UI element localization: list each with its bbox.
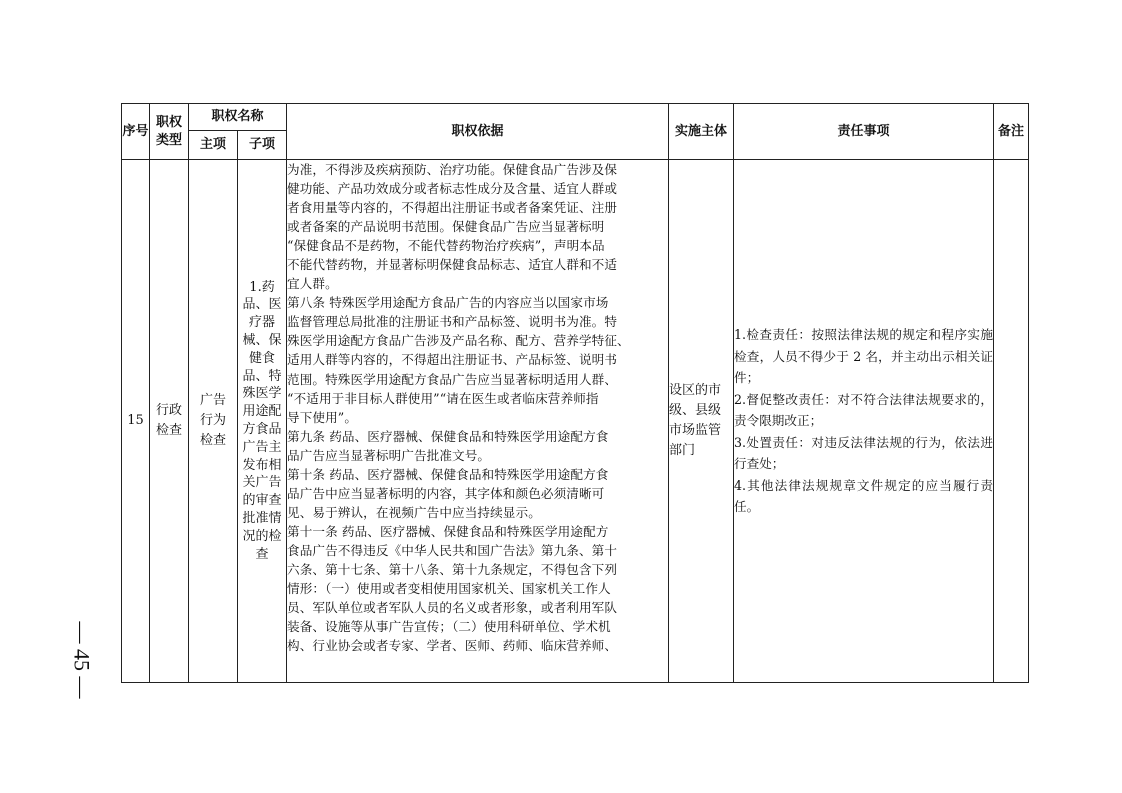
basis-line: 见、易于辨认，在视频广告中应当持续显示。: [287, 504, 541, 520]
basis-line: 殊医学用途配方食品广告涉及产品名称、配方、营养学特征、: [287, 333, 630, 349]
header-responsibility: 责任事项: [734, 104, 994, 160]
basis-line: 适用人群等内容的，不得超出注册证书、产品标签、说明书: [287, 352, 618, 368]
basis-line: 导下使用”。: [287, 409, 358, 425]
row-seq: 15: [122, 160, 150, 683]
row-responsibility: [734, 160, 994, 683]
row-main-item: 广告行为检查: [189, 160, 238, 683]
table-row: [122, 160, 1029, 683]
responsibility-item: 2.督促整改责任：对不符合法律法规要求的，责令限期改正；: [734, 391, 994, 429]
basis-line: 品广告中应当显著标明的内容，其字体和颜色必须清晰可: [287, 485, 605, 501]
header-type: 职权类型: [150, 104, 189, 160]
basis-line: 或者备案的产品说明书范围。保健食品广告应当显著标明: [287, 219, 605, 235]
row-subject: 设区的市级、县级市场监管部门: [669, 160, 734, 683]
header-subject: 实施主体: [669, 104, 734, 160]
page-number-text: — 45 —: [69, 621, 94, 699]
row-sub-item: 1.药品、医疗器械、保健食品、特殊医学用途配方食品广告主发布相关广告的审查批准情况的检查: [238, 160, 287, 683]
basis-line: 不能代替药物，并显著标明保健食品标志、适宜人群和不适: [287, 257, 618, 273]
responsibility-item: 3.处置责任：对违反法律法规的行为，依法进行查处；: [734, 434, 994, 472]
basis-line: 情形：（一）使用或者变相使用国家机关、国家机关工作人: [287, 581, 611, 597]
header-sub-item: 子项: [238, 131, 287, 160]
basis-line: 食品广告不得违反《中华人民共和国广告法》第九条、第十: [287, 542, 618, 558]
authority-table: [121, 103, 1029, 683]
header-basis: 职权依据: [287, 104, 669, 160]
responsibility-item: 1.检查责任：按照法律法规的规定和程序实施检查，人员不得少于 2 名，并主动出示相关证件；: [734, 327, 994, 386]
header-seq: 序号: [122, 104, 150, 160]
basis-line: 装备、设施等从事广告宣传；（二）使用科研单位、学术机: [287, 619, 611, 635]
row-remark: [994, 160, 1029, 683]
row-basis: [287, 160, 669, 683]
basis-line: “不适用于非目标人群使用”“请在医生或者临床营养师指: [287, 390, 599, 406]
row-type: 行政检查: [150, 160, 189, 683]
page-number: [66, 621, 96, 699]
basis-line: “保健食品不是药物，不能代替药物治疗疾病”，声明本品: [287, 238, 605, 254]
basis-line: 第十条 药品、医疗器械、保健食品和特殊医学用途配方食: [287, 466, 609, 482]
basis-line: 品广告应当显著标明广告批准文号。: [287, 447, 491, 463]
basis-line: 健功能、产品功效成分或者标志性成分及含量、适宜人群或: [287, 181, 618, 197]
header-remark: 备注: [994, 104, 1029, 160]
basis-line: 范围。特殊医学用途配方食品广告应当显著标明适用人群、: [287, 371, 618, 387]
basis-line: 宜人群。: [287, 276, 338, 292]
basis-line: 第九条 药品、医疗器械、保健食品和特殊医学用途配方食: [287, 428, 609, 444]
header-row-1: [122, 104, 1029, 131]
basis-line: 者食用量等内容的，不得超出注册证书或者备案凭证、注册: [287, 200, 618, 216]
basis-line: 监督管理总局批准的注册证书和产品标签、说明书为准。特: [287, 314, 618, 330]
header-name: 职权名称: [189, 104, 287, 131]
basis-line: 为准，不得涉及疾病预防、治疗功能。保健食品广告涉及保: [287, 162, 618, 177]
basis-line: 员、军队单位或者军队人员的名义或者形象，或者利用军队: [287, 600, 618, 616]
basis-line: 六条、第十七条、第十八条、第十九条规定，不得包含下列: [287, 561, 618, 577]
basis-line: 构、行业协会或者专家、学者、医师、药师、临床营养师、: [287, 638, 618, 654]
responsibility-item: 4.其他法律法规规章文件规定的应当履行责任。: [734, 477, 994, 515]
basis-line: 第十一条 药品、医疗器械、保健食品和特殊医学用途配方: [287, 523, 609, 539]
basis-line: 第八条 特殊医学用途配方食品广告的内容应当以国家市场: [287, 295, 609, 311]
header-main-item: 主项: [189, 131, 238, 160]
